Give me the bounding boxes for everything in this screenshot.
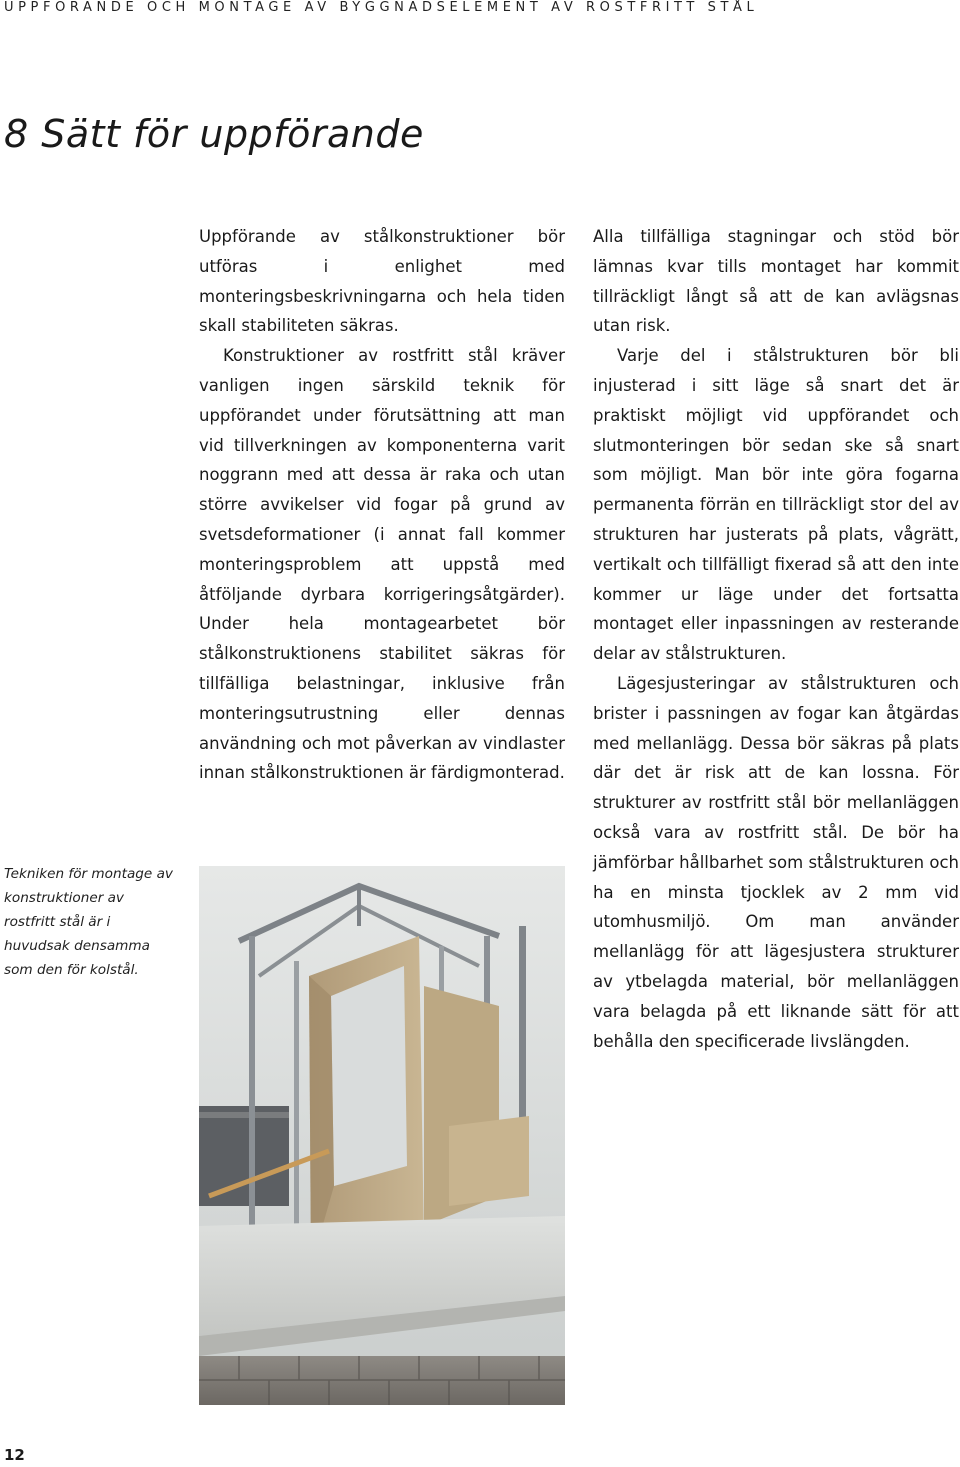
margin-note: Tekniken för montage av konstruktioner av rostfritt stål är i huvudsak densamma som den för kolstål. — [4, 866, 173, 978]
chapter-title: 8 Sätt för uppförande — [4, 112, 424, 156]
body-paragraph: Alla tillfälliga stagningar och stöd bör lämnas kvar tills montaget har kommit tillräckligt långt så att de kan avlägsnas utan risk. — [593, 227, 959, 336]
body-paragraph: Konstruktioner av rostfritt stål kräver vanligen ingen särskild teknik för uppförandet under förutsättning att man vid tillverkningen av komponenterna varit noggrann med att dessa är raka och utan större avvikelser vid fogar på grund av svetsdeformationer (i annat fall kommer monteringsproblem att uppstå med åtföljande dyrbara korrigeringsåtgärder). Under hela montagearbetet bör stålkonstruktionens stabilitet säkras för tillfälliga belastningar, inklusive från monteringsutrustning eller dennas användning och mot påverkan av vindlaster innan stålkonstruktionen är färdigmonterad. — [199, 346, 565, 783]
running-header: UPPFÖRANDE OCH MONTAGE AV BYGGNADSELEMENT AV ROSTFRITT STÅL — [4, 0, 759, 15]
page-number: 12 — [4, 1446, 25, 1464]
body-paragraph: Uppförande av stålkonstruktioner bör utföras i enlighet med monteringsbeskrivningarna och hela tiden skall stabiliteten säkras. — [199, 227, 565, 336]
body-paragraph: Varje del i stålstrukturen bör bli injusterad i sitt läge så snart det är praktiskt möjligt vid uppförandet och slutmonteringen bör sedan ske så snart som möjligt. Man bör inte göra fogarna permanenta förrän en tillräckligt stor del av strukturen har justerats på plats, vågrätt, vertikalt och tillfälligt fixerad så att den inte kommer ur läge under det fortsatta montaget eller inpassningen av resterande delar av stålstrukturen. — [593, 346, 959, 664]
left-text-column — [199, 222, 565, 788]
construction-photo-illustration — [199, 866, 565, 1405]
body-paragraph: Lägesjusteringar av stålstrukturen och brister i passningen av fogar kan åtgärdas med mellanlägg. Dessa bör säkras på plats där det är risk att de kan lossna. För strukturer av rostfritt stål bör mellanläggen också vara av rostfritt stål. De bör ha jämförbar hållbarhet som stålstrukturen och ha en minsta tjocklek av 2 mm vid utomhusmiljö. Om man använder mellanlägg för att lägesjustera strukturer av ytbelagda material, bör mellanläggen vara belagda på ett liknande sätt för att behålla den specificerade livslängden. — [593, 673, 959, 1051]
right-text-column — [593, 222, 959, 1056]
construction-photo — [199, 866, 565, 1405]
